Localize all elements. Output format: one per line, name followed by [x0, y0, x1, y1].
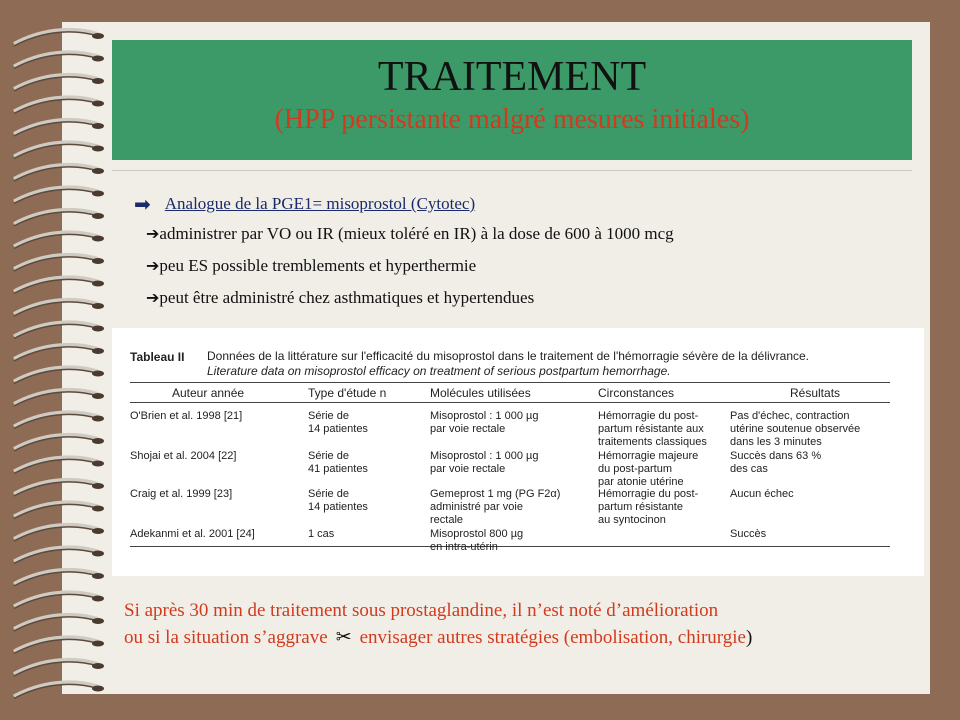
table-cell: Misoprostol : 1 000 µg par voie rectale	[430, 450, 539, 475]
binding-hole	[92, 348, 104, 354]
binding-hole	[92, 573, 104, 579]
binding-hole	[92, 596, 104, 602]
sub-item: ➔peut être administré chez asthmatiques et hypertendues	[146, 288, 535, 307]
binding-hole	[92, 483, 104, 489]
binding-hole	[92, 528, 104, 534]
binding-hole	[92, 281, 104, 287]
table-cell: Misoprostol : 1 000 µg par voie rectale	[430, 410, 539, 435]
conclusion-line-2: ou si la situation s’aggrave ✂ envisager autres stratégies (embolisation, chirurgie)	[124, 626, 753, 648]
table-cell: Adekanmi et al. 2001 [24]	[130, 528, 255, 540]
binding-hole	[92, 236, 104, 242]
spiral-binding	[0, 10, 110, 710]
table-label: Tableau II	[130, 350, 185, 364]
table-cell: Gemeprost 1 mg (PG F2α) administré par voie rectale	[430, 488, 561, 526]
column-header: Circonstances	[598, 386, 675, 400]
sub-item: ➔peu ES possible tremblements et hyperthermie	[146, 256, 477, 275]
binding-hole	[92, 78, 104, 84]
binding-hole	[92, 416, 104, 422]
binding-hole	[92, 438, 104, 444]
slide-subtitle: (HPP persistante malgré mesures initiales)	[274, 104, 750, 135]
table-cell: Série de 14 patientes	[308, 410, 368, 435]
column-header: Molécules utilisées	[430, 386, 531, 400]
binding-hole	[92, 686, 104, 692]
binding-hole	[92, 101, 104, 107]
binding-hole	[92, 551, 104, 557]
table-cell: Succès dans 63 % des cas	[730, 450, 822, 475]
table-cell: Série de 41 patientes	[308, 450, 368, 475]
table-caption-en: Literature data on misoprostol efficacy on treatment of serious postpartum hemorrhage.	[207, 364, 671, 378]
table-rule	[130, 402, 890, 403]
table-cell: O'Brien et al. 1998 [21]	[130, 410, 243, 422]
table-cell: Hémorragie du post- partum résistante au syntocinon	[598, 488, 699, 526]
sub-item: ➔administrer par VO ou IR (mieux toléré en IR) à la dose de 600 à 1000 mcg	[146, 224, 674, 243]
column-header: Résultats	[790, 386, 841, 400]
binding-hole	[92, 641, 104, 647]
binding-hole	[92, 506, 104, 512]
binding-hole	[92, 56, 104, 62]
conclusion-text	[124, 598, 752, 651]
table-caption: Données de la littérature sur l'efficacité du misoprostol dans le traitement de l'hémorragie sévère de la délivrance.	[207, 349, 810, 363]
bullet-link[interactable]: Analogue de la PGE1= misoprostol (Cytotec)	[164, 194, 476, 213]
binding-hole	[92, 326, 104, 332]
conclusion-line-1: Si après 30 min de traitement sous prostaglandine, il n’est noté d’amélioration	[124, 600, 719, 621]
arrow-icon: ➔	[146, 288, 160, 307]
slide-title: TRAITEMENT	[377, 54, 647, 100]
table-cell: Pas d'échec, contraction utérine soutenue observée dans les 3 minutes	[730, 410, 861, 448]
title-banner	[112, 40, 912, 160]
bullet-arrow-icon: ➡	[134, 192, 151, 216]
binding-hole	[92, 371, 104, 377]
binding-hole	[92, 168, 104, 174]
binding-hole	[92, 191, 104, 197]
literature-table	[112, 328, 924, 576]
arrow-icon: ➔	[146, 224, 160, 243]
table-cell: Misoprostol 800 µg en intra-utérin	[430, 528, 524, 553]
scissors-icon: ✂	[335, 626, 352, 648]
binding-hole	[92, 213, 104, 219]
table-cell: 1 cas	[308, 528, 335, 540]
binding-hole	[92, 33, 104, 39]
column-header: Type d'étude n	[308, 386, 387, 400]
table-cell: Série de 14 patientes	[308, 488, 368, 513]
binding-hole	[92, 303, 104, 309]
arrow-icon: ➔	[146, 256, 160, 275]
table-cell: Hémorragie majeure du post-partum par atonie utérine	[598, 450, 699, 488]
main-bullet	[134, 192, 475, 216]
binding-hole	[92, 663, 104, 669]
table-cell: Aucun échec	[730, 488, 794, 500]
table-cell: Hémorragie du post- partum résistante aux traitements classiques	[598, 410, 707, 448]
binding-hole	[92, 461, 104, 467]
binding-hole	[92, 258, 104, 264]
table-rule	[130, 382, 890, 383]
divider	[112, 170, 912, 171]
column-header: Auteur année	[172, 386, 245, 400]
binding-hole	[92, 618, 104, 624]
binding-hole	[92, 123, 104, 129]
table-cell: Succès	[730, 528, 767, 540]
table-cell: Shojai et al. 2004 [22]	[130, 450, 237, 462]
binding-hole	[92, 146, 104, 152]
table-cell: Craig et al. 1999 [23]	[130, 488, 233, 500]
binding-hole	[92, 393, 104, 399]
